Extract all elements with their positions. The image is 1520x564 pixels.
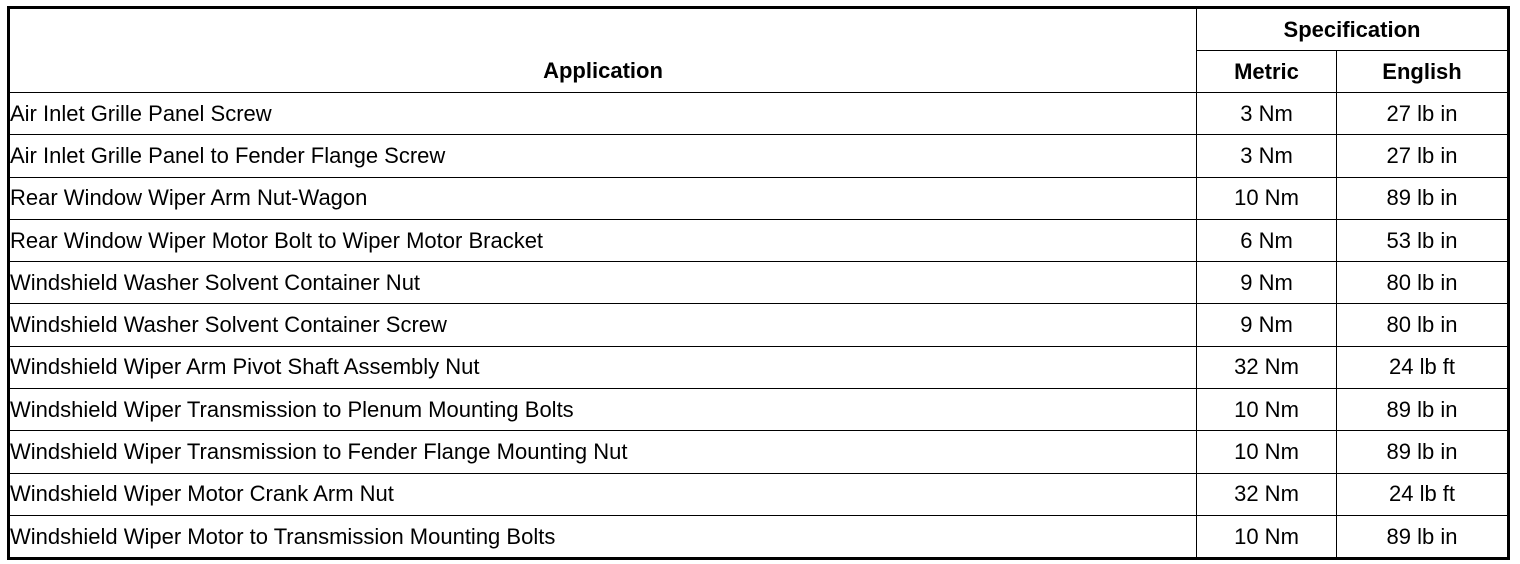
table-row [9, 389, 1509, 431]
table-row [9, 177, 1509, 219]
cell-application: Windshield Wiper Motor to Transmission Mounting Bolts [9, 515, 1197, 558]
cell-application: Rear Window Wiper Arm Nut-Wagon [9, 177, 1197, 219]
cell-application: Windshield Wiper Motor Crank Arm Nut [9, 473, 1197, 515]
cell-english: 80 lb in [1337, 262, 1509, 304]
cell-metric: 10 Nm [1197, 515, 1337, 558]
column-header-specification: Specification [1197, 8, 1509, 51]
cell-english: 24 lb ft [1337, 346, 1509, 388]
table-body [9, 93, 1509, 559]
cell-metric: 9 Nm [1197, 304, 1337, 346]
table-row [9, 304, 1509, 346]
cell-application: Windshield Wiper Transmission to Fender Flange Mounting Nut [9, 431, 1197, 473]
cell-english: 89 lb in [1337, 177, 1509, 219]
cell-application: Windshield Wiper Transmission to Plenum Mounting Bolts [9, 389, 1197, 431]
cell-application: Rear Window Wiper Motor Bolt to Wiper Motor Bracket [9, 219, 1197, 261]
cell-metric: 3 Nm [1197, 93, 1337, 135]
column-header-english: English [1337, 51, 1509, 93]
table-row [9, 262, 1509, 304]
table-row [9, 93, 1509, 135]
table-row [9, 515, 1509, 558]
cell-application: Windshield Washer Solvent Container Screw [9, 304, 1197, 346]
table-row [9, 219, 1509, 261]
table-row [9, 135, 1509, 177]
cell-metric: 9 Nm [1197, 262, 1337, 304]
cell-metric: 10 Nm [1197, 431, 1337, 473]
table-header [9, 8, 1509, 93]
cell-english: 89 lb in [1337, 389, 1509, 431]
torque-spec-table [7, 6, 1510, 560]
cell-metric: 3 Nm [1197, 135, 1337, 177]
table-row [9, 473, 1509, 515]
cell-english: 27 lb in [1337, 93, 1509, 135]
cell-metric: 32 Nm [1197, 473, 1337, 515]
column-header-application: Application [9, 8, 1197, 93]
cell-english: 89 lb in [1337, 431, 1509, 473]
cell-english: 27 lb in [1337, 135, 1509, 177]
cell-metric: 10 Nm [1197, 389, 1337, 431]
cell-application: Windshield Washer Solvent Container Nut [9, 262, 1197, 304]
cell-application: Windshield Wiper Arm Pivot Shaft Assembly Nut [9, 346, 1197, 388]
cell-english: 89 lb in [1337, 515, 1509, 558]
table-row [9, 346, 1509, 388]
column-header-metric: Metric [1197, 51, 1337, 93]
cell-application: Air Inlet Grille Panel Screw [9, 93, 1197, 135]
header-row-top [9, 8, 1509, 51]
cell-english: 80 lb in [1337, 304, 1509, 346]
table-row [9, 431, 1509, 473]
cell-english: 24 lb ft [1337, 473, 1509, 515]
cell-application: Air Inlet Grille Panel to Fender Flange Screw [9, 135, 1197, 177]
cell-english: 53 lb in [1337, 219, 1509, 261]
torque-spec-table-container [7, 6, 1507, 560]
cell-metric: 6 Nm [1197, 219, 1337, 261]
cell-metric: 32 Nm [1197, 346, 1337, 388]
cell-metric: 10 Nm [1197, 177, 1337, 219]
